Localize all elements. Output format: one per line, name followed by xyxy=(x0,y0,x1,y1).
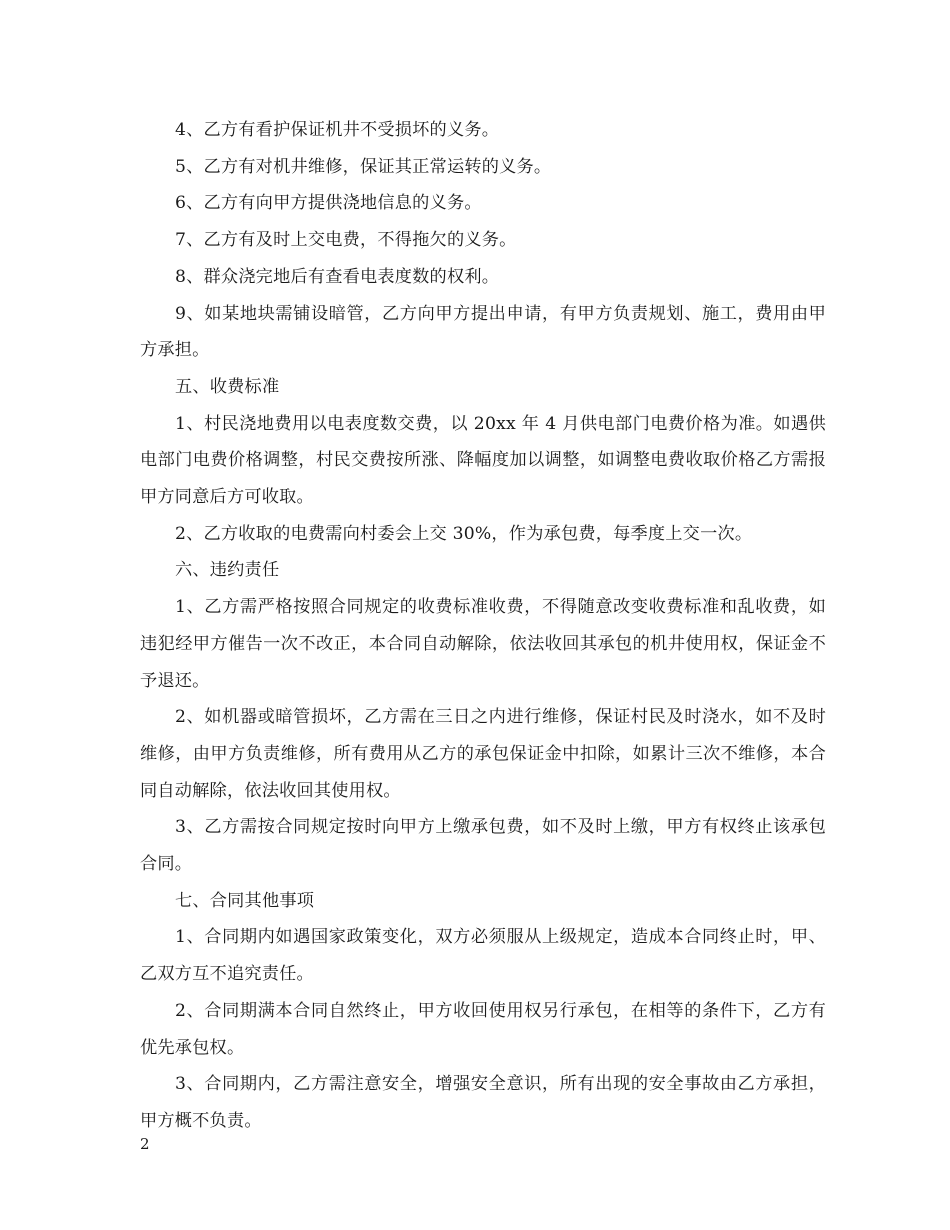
clause-obligation-5: 5、乙方有对机井维修，保证其正常运转的义务。 xyxy=(175,156,552,177)
clause-right-8: 8、群众浇完地后有查看电表度数的权利。 xyxy=(175,266,500,287)
clause-other-2: 2、合同期满本合同自然终止，甲方收回使用权另行承包，在相等的条件下，乙方有优先承包权。 xyxy=(140,1000,826,1058)
clause-pipe-9: 9、如某地块需铺设暗管，乙方向甲方提出申请，有甲方负责规划、施工，费用由甲方承担。 xyxy=(140,303,826,361)
clause-fee-2: 2、乙方收取的电费需向村委会上交 30%，作为承包费，每季度上交一次。 xyxy=(175,523,753,544)
clause-obligation-7: 7、乙方有及时上交电费，不得拖欠的义务。 xyxy=(175,230,517,251)
section-heading-fees: 五、收费标准 xyxy=(175,376,280,397)
clause-other-3: 3、合同期内，乙方需注意安全，增强安全意识，所有出现的安全事故由乙方承担，甲方概不负责。 xyxy=(140,1074,826,1131)
page-number: 2 xyxy=(140,1135,150,1153)
clause-other-1: 1、合同期内如遇国家政策变化，双方必须服从上级规定，造成本合同终止时，甲、乙双方互不追究责任。 xyxy=(140,927,826,985)
section-heading-breach: 六、违约责任 xyxy=(175,560,280,581)
clause-fee-1: 1、村民浇地费用以电表度数交费，以 20xx 年 4 月供电部门电费价格为准。如遇供电部门电费价格调整，村民交费按所涨、降幅度加以调整，如调整电费收取价格乙方需报甲方同意后方可收取。 xyxy=(140,413,826,508)
clause-breach-2: 2、如机器或暗管损坏，乙方需在三日之内进行维修，保证村民及时浇水，如不及时维修，由甲方负责维修，所有费用从乙方的承包保证金中扣除，如累计三次不维修，本合同自动解除，依法收回其使用权。 xyxy=(140,707,826,801)
page-body xyxy=(140,112,826,1140)
clause-breach-3: 3、乙方需按合同规定按时向甲方上缴承包费，如不及时上缴，甲方有权终止该承包合同。 xyxy=(140,817,826,875)
clause-obligation-4: 4、乙方有看护保证机井不受损坏的义务。 xyxy=(175,120,500,140)
clause-obligation-6: 6、乙方有向甲方提供浇地信息的义务。 xyxy=(175,193,482,214)
clause-breach-1: 1、乙方需严格按照合同规定的收费标准收费，不得随意改变收费标准和乱收费，如违犯经甲方催告一次不改正，本合同自动解除，依法收回其承包的机井使用权，保证金不予退还。 xyxy=(140,597,826,691)
section-heading-other: 七、合同其他事项 xyxy=(175,890,315,911)
